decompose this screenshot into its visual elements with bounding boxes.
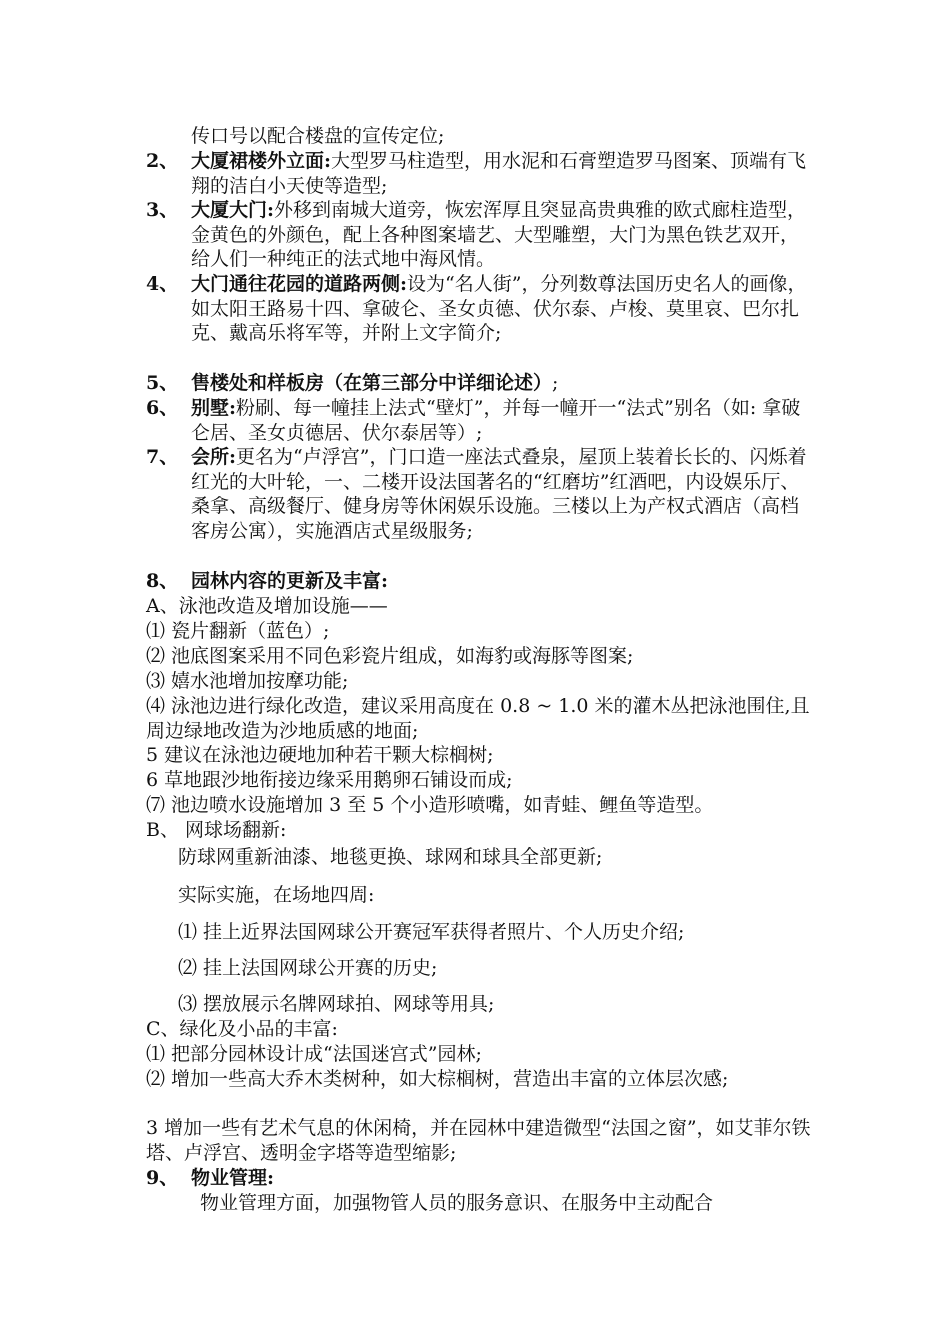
item-9: [146, 1166, 816, 1191]
item-title: 园林内容的更新及丰富:: [191, 570, 389, 592]
item-text: 粉刷、每一幢挂上法式“壁灯”，并每一幢开一“法式”别名（如: 拿破仑居、圣女贞德居、伏尔泰居等）;: [191, 397, 801, 444]
item-text: 更名为“卢浮宫”，门口造一座法式叠泉，屋顶上装着长长的、闪烁着红光的大叶轮，一、二楼开设法国著名的“红磨坊”红酒吧，内设娱乐厅、桑拿、高级餐厅、健身房等休闲娱乐设施。三楼以上为产权式酒店（高档客房公寓），实施酒店式星级服务;: [191, 446, 807, 542]
item-title: 大厦大门:: [191, 199, 275, 221]
item-3: [146, 198, 816, 272]
section-a-line: ⑶ 嬉水池增加按摩功能;: [146, 670, 349, 692]
item-number: 8、: [146, 570, 179, 592]
section-b-heading: B、 网球场翻新:: [146, 819, 287, 841]
last-line: 物业管理方面，加强物管人员的服务意识、在服务中主动配合: [200, 1192, 714, 1214]
section-c-line: ⑴ 把部分园林设计成“法国迷宫式”园林;: [146, 1043, 482, 1065]
item-number: 9、: [146, 1167, 179, 1189]
section-a-heading: A、泳池改造及增加设施——: [146, 595, 388, 617]
item-5: [146, 371, 816, 396]
section-a-line: ⑺ 池边喷水设施增加 3 至 5 个小造形喷嘴，如青蛙、鲤鱼等造型。: [146, 794, 714, 816]
item-number: 6、: [146, 397, 179, 419]
item-title: 售楼处和样板房（在第三部分中详细论述）: [191, 372, 553, 394]
item-2: [146, 149, 816, 198]
section-a-line: 5 建议在泳池边硬地加种若干颗大棕榈树;: [146, 744, 494, 766]
section-a-line: ⑷ 泳池边进行绿化改造，建议采用高度在 0.8 ~ 1.0 米的灌木丛把泳池围住,且周边绿地改造为沙地质感的地面;: [146, 695, 810, 742]
item-number: 4、: [146, 273, 179, 295]
item-7: [146, 445, 816, 543]
section-b-line: 防球网重新油漆、地毯更换、球网和球具全部更新;: [178, 846, 603, 868]
continued-text: 传口号以配合楼盘的宣传定位;: [191, 125, 445, 147]
continued-line: [146, 124, 816, 149]
item-title: 大厦裙楼外立面:: [191, 150, 332, 172]
item-text: ;: [552, 372, 559, 394]
item-number: 7、: [146, 446, 179, 468]
item-4: [146, 272, 816, 346]
section-a-line: ⑵ 池底图案采用不同色彩瓷片组成，如海豹或海豚等图案;: [146, 645, 634, 667]
section-b-line: ⑵ 挂上法国网球公开赛的历史;: [178, 957, 438, 979]
item-text: 大型罗马柱造型，用水泥和石膏塑造罗马图案、顶端有飞翔的洁白小天使等造型;: [191, 150, 807, 197]
section-c-line: 3 增加一些有艺术气息的休闲椅，并在园林中建造微型“法国之窗”，如艾菲尔铁塔、卢浮宫、透明金字塔等造型缩影;: [146, 1117, 811, 1164]
section-b-line: ⑶ 摆放展示名牌网球拍、网球等用具;: [178, 993, 495, 1015]
item-number: 5、: [146, 372, 179, 394]
item-number: 3、: [146, 199, 179, 221]
item-text: 外移到南城大道旁，恢宏浑厚且突显高贵典雅的欧式廊柱造型，金黄色的外颜色，配上各种图案墙艺、大型雕塑，大门为黑色铁艺双开，给人们一种纯正的法式地中海风情。: [191, 199, 807, 270]
item-title: 大门通往花园的道路两侧:: [191, 273, 408, 295]
item-title: 会所:: [191, 446, 237, 468]
item-8: [146, 569, 816, 594]
section-a-line: ⑴ 瓷片翻新（蓝色）;: [146, 620, 330, 642]
section-c-heading: C、绿化及小品的丰富:: [146, 1018, 338, 1040]
item-title: 物业管理:: [191, 1167, 275, 1189]
item-title: 别墅:: [191, 397, 237, 419]
item-number: 2、: [146, 150, 179, 172]
section-c-line: ⑵ 增加一些高大乔木类树种，如大棕榈树，营造出丰富的立体层次感;: [146, 1068, 729, 1090]
section-b-line: 实际实施，在场地四周:: [178, 884, 375, 906]
item-6: [146, 396, 816, 445]
item-text: 设为“名人街”，分列数尊法国历史名人的画像，如太阳王路易十四、拿破仑、圣女贞德、伏尔泰、卢梭、莫里哀、巴尔扎克、戴高乐将军等，并附上文字简介;: [191, 273, 807, 344]
section-b-line: ⑴ 挂上近界法国网球公开赛冠军获得者照片、个人历史介绍;: [178, 921, 685, 943]
section-a-line: 6 草地跟沙地衔接边缘采用鹅卵石铺设而成;: [146, 769, 513, 791]
